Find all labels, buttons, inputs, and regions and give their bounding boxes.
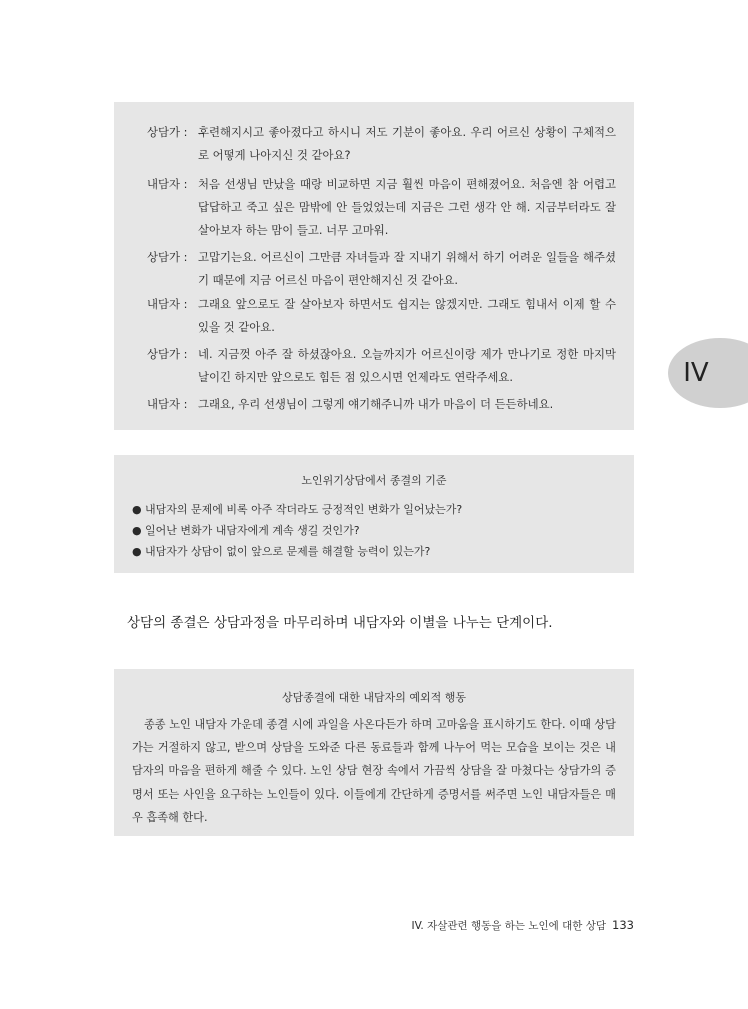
- criteria-item-text: 내담자가 상담이 없이 앞으로 문제를 해결할 능력이 있는가?: [145, 545, 431, 558]
- chapter-tab: [668, 338, 748, 408]
- exception-title: 상담종결에 대한 내담자의 예외적 행동: [281, 691, 466, 704]
- speaker-label: 내담자 :: [147, 397, 188, 411]
- speaker-label: 상담가 :: [147, 125, 188, 139]
- bullet-icon: ●: [132, 524, 142, 537]
- speaker-label: 내담자 :: [147, 177, 188, 191]
- bullet-icon: ●: [132, 503, 142, 516]
- utterance-text: 처음 선생님 만났을 때랑 비교하면 지금 훨씬 마음이 편해졌어요. 처음엔 참 어렵고 답답하고 죽고 싶은 맘밖에 안 들었었는데 지금은 그런 생각 안 해. 지금부터라도 잘 살아보자 하는 맘이 들고. 너무 고마워.: [198, 177, 616, 237]
- exception-box: [114, 669, 634, 836]
- utterance-text: 그래요 앞으로도 잘 살아보자 하면서도 쉽지는 않겠지만. 그래도 힘내서 이제 할 수 있을 것 같아요.: [198, 297, 616, 334]
- main-sentence: 상담의 종결은 상담과정을 마무리하며 내담자와 이별을 나누는 단계이다.: [127, 615, 553, 631]
- utterance-text: 고맙기는요. 어르신이 그만큼 자녀들과 잘 지내기 위해서 하기 어려운 일들을 해주셨기 때문에 지금 어르신 마음이 편안해지신 것 같아요.: [198, 250, 616, 287]
- running-title: IV. 자살관련 행동을 하는 노인에 대한 상담: [411, 920, 607, 932]
- utterance-text: 후련해지시고 좋아졌다고 하시니 저도 기분이 좋아요. 우리 어르신 상황이 구체적으로 어떻게 나아지신 것 같아요?: [198, 125, 616, 162]
- criteria-title: 노인위기상담에서 종결의 기준: [301, 474, 447, 487]
- page-footer: [300, 918, 634, 933]
- criteria-item: [132, 520, 632, 541]
- criteria-item: [132, 541, 632, 562]
- speaker-label: 상담가 :: [147, 250, 188, 264]
- criteria-box: [114, 455, 634, 573]
- speaker-label: 상담가 :: [147, 347, 188, 361]
- chapter-tab-label: IV: [683, 358, 709, 388]
- bullet-icon: ●: [132, 545, 142, 558]
- exception-body: 종종 노인 내담자 가운데 종결 시에 과일을 사온다든가 하며 고마움을 표시하기도 한다. 이때 상담가는 거절하지 않고, 받으며 상담을 도와준 다른 동료들과 함께 나누어 먹는 모습을 보이는 것은 내담자의 마음을 편하게 해줄 수 있다. 노인 상담 현장 속에서 가끔씩 상담을 잘 마쳤다는 상담가의 증명서 또는 사인을 요구하는 노인들이 있다. 이들에게 간단하게 증명서를 써주면 노인 내담자들은 매우 흡족해 한다.: [132, 718, 616, 824]
- criteria-item: [132, 499, 632, 520]
- utterance-text: 네. 지금껏 아주 잘 하셨잖아요. 오늘까지가 어르신이랑 제가 만나기로 정한 마지막 날이긴 하지만 앞으로도 힘든 점 있으시면 언제라도 연락주세요.: [198, 347, 616, 384]
- criteria-item-text: 내담자의 문제에 비록 아주 작더라도 긍정적인 변화가 일어났는가?: [145, 503, 463, 516]
- criteria-item-text: 일어난 변화가 내담자에게 계속 생길 것인가?: [145, 524, 360, 537]
- utterance-text: 그래요, 우리 선생님이 그렇게 얘기해주니까 내가 마음이 더 든든하네요.: [198, 397, 554, 411]
- page-number: 133: [612, 918, 634, 932]
- speaker-label: 내담자 :: [147, 297, 188, 311]
- dialogue-box: [114, 102, 634, 430]
